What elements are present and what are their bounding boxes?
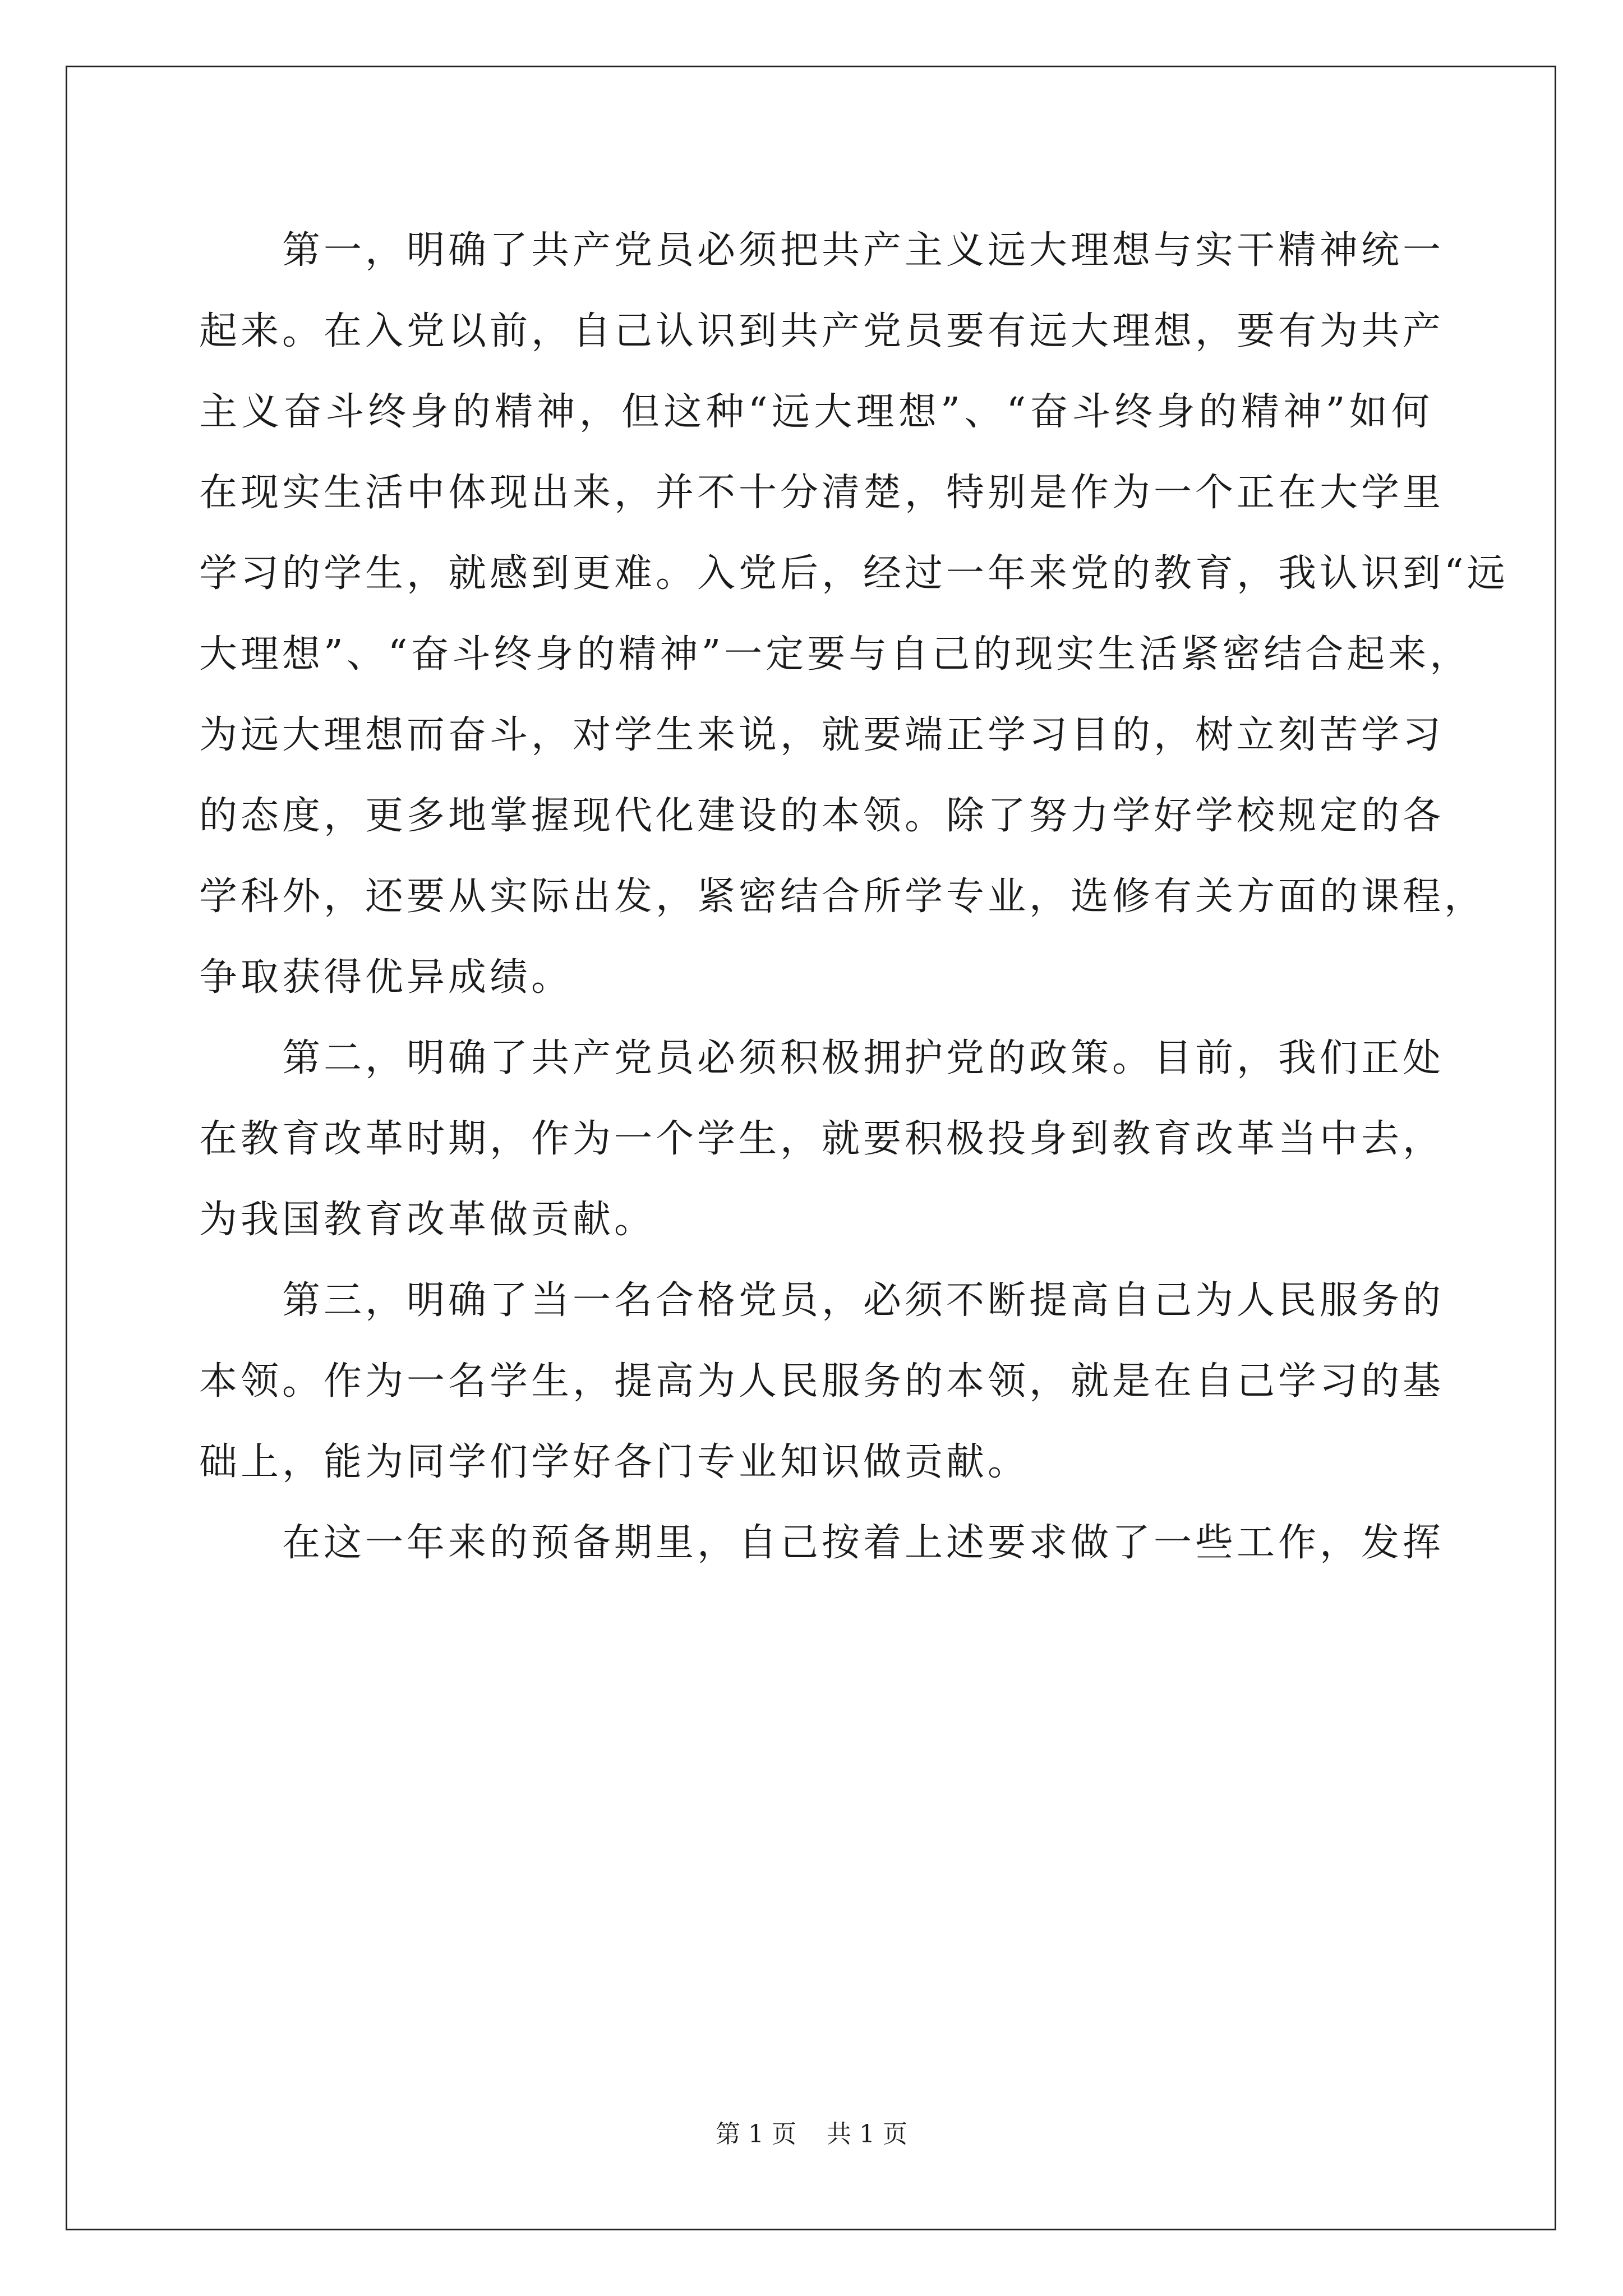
text-line: 第一，明确了共产党员必须把共产主义远大理想与实干精神统一 <box>282 228 1445 273</box>
text-line: 础上，能为同学们学好各门专业知识做贡献。 <box>199 1440 1030 1484</box>
text-line: 本领。作为一名学生，提高为人民服务的本领，就是在自己学习的基 <box>199 1359 1445 1404</box>
page-number: 第 1 页 <box>716 2120 796 2148</box>
text-line: 第三，明确了当一名合格党员，必须不断提高自己为人民服务的 <box>282 1278 1445 1323</box>
text-line: 主义奋斗终身的精神，但这种“远大理想”、“奋斗终身的精神”如何 <box>199 390 1433 434</box>
paragraph-2 <box>199 1018 1445 1260</box>
text-line: 大理想”、“奋斗终身的精神”一定要与自己的现实生活紧密结合起来， <box>199 632 1472 677</box>
document-body <box>199 210 1509 1584</box>
text-line: 学科外，还要从实际出发，紧密结合所学专业，选修有关方面的课程， <box>199 875 1486 919</box>
paragraph-1 <box>199 210 1509 1018</box>
text-line: 为远大理想而奋斗，对学生来说，就要端正学习目的，树立刻苦学习 <box>199 713 1445 757</box>
paragraph-3 <box>199 1260 1445 1503</box>
text-line: 的态度，更多地掌握现代化建设的本领。除了努力学好学校规定的各 <box>199 794 1445 838</box>
text-line: 争取获得优异成绩。 <box>199 955 573 1000</box>
page-footer <box>0 2118 1623 2151</box>
text-line: 起来。在入党以前，自己认识到共产党员要有远大理想，要有为共产 <box>199 309 1445 353</box>
text-line: 第二，明确了共产党员必须积极拥护党的政策。目前，我们正处 <box>282 1036 1445 1080</box>
text-line: 学习的学生，就感到更难。入党后，经过一年来党的教育，我认识到“远 <box>199 551 1509 596</box>
text-line: 在教育改革时期，作为一个学生，就要积极投身到教育改革当中去， <box>199 1117 1445 1161</box>
page-total: 共 1 页 <box>827 2120 907 2148</box>
text-line: 为我国教育改革做贡献。 <box>199 1198 656 1242</box>
text-line: 在这一年来的预备期里，自己按着上述要求做了一些工作，发挥 <box>282 1521 1445 1565</box>
paragraph-4 <box>199 1503 1445 1584</box>
text-line: 在现实生活中体现出来，并不十分清楚，特别是作为一个正在大学里 <box>199 471 1445 515</box>
